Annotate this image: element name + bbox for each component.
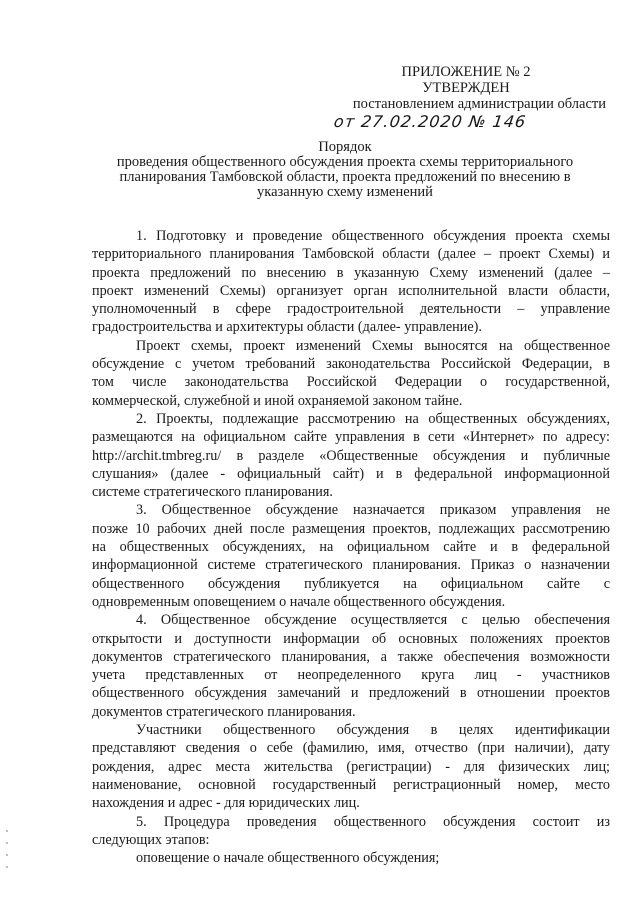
paragraph-line: 3. Общественное обсуждение назначается приказом управления не [136, 502, 610, 519]
title-line: указанную схему изменений [257, 184, 433, 200]
handwritten-date-number: от 27.02.2020 № 146 [332, 112, 528, 131]
paragraph-line: 2. Проекты, подлежащие рассмотрению на общественных обсуждениях, [136, 410, 610, 427]
paragraph-line: документов стратегического планирования. [92, 703, 356, 720]
paragraph-line: нахождения и адрес - для юридических лиц. [92, 795, 360, 812]
paragraph-line: на общественных обсуждениях, на официальном сайте и в федеральной [92, 539, 610, 556]
resolution-label: постановлением администрации области [352, 96, 606, 112]
document-title [80, 140, 610, 200]
paragraph [92, 813, 610, 850]
paragraph-line: коммерческой, служебной и иной охраняемой законом тайне. [92, 392, 463, 409]
paragraph-line: обсуждение с учетом требований законодательства Российской Федерации, в [92, 356, 610, 373]
appendix-label: ПРИЛОЖЕНИЕ № 2 [401, 64, 531, 80]
paragraph [92, 337, 610, 410]
paragraph-line: информационной системе стратегического планирования. Приказ о назначении [92, 557, 610, 574]
paragraph-line: том числе законодательства Российской Федерации о государственной, [92, 374, 610, 391]
title-line: проведения общественного обсуждения проекта схемы территориального [116, 154, 574, 170]
paragraph-line: территориального планирования Тамбовской области (далее – проект Схемы) и [92, 246, 610, 263]
approval-stamp-block [330, 64, 606, 131]
paragraph-line: рождения, адрес места жительства (регистрации) - для физических лиц; [92, 758, 610, 775]
paragraph [92, 501, 610, 611]
paragraph-line: учета представленных от неопределенного круга лиц - участников [92, 667, 610, 684]
title-line: планирования Тамбовской области, проекта предложений по внесению в [119, 169, 571, 185]
paragraph-line: одновременным оповещением о начале общественного обсуждения. [92, 593, 506, 610]
paragraph-line: системе стратегического планирования. [92, 484, 333, 501]
paragraph-line: 4. Общественное обсуждение осуществляется с целью обеспечения [136, 612, 610, 629]
paragraph-line: 1. Подготовку и проведение общественного обсуждения проекта схемы [136, 228, 610, 244]
paragraph-line: представляют сведения о себе (фамилию, имя, отчество (при наличии), дату [92, 740, 610, 757]
paragraph-line: http://archit.tmbreg.ru/ в разделе «Общественные обсуждения и публичные [92, 447, 610, 464]
scan-margin-marks [6, 830, 10, 890]
paragraph-line: Участники общественного обсуждения в целях идентификации [136, 722, 610, 739]
paragraph-line: градостроительства и архитектуры области (далее- управление). [92, 319, 482, 336]
paragraph [92, 410, 610, 501]
paragraph [92, 227, 610, 337]
paragraph-line: позже 10 рабочих дней после размещения проектов, подлежащих рассмотрению [92, 520, 610, 537]
approved-label: УТВЕРЖДЕН [422, 80, 510, 96]
document-body [92, 227, 610, 867]
title-line: Порядок [318, 139, 372, 155]
paragraph [92, 849, 610, 867]
paragraph-line: проект изменений Схемы) организует орган исполнительной власти области, [92, 282, 610, 299]
paragraph-line: общественного обсуждения публикуется на официальном сайте с [92, 575, 610, 592]
paragraph-line: документов стратегического планирования, а также обеспечения возможности [92, 648, 610, 665]
paragraph-line: открытости и доступности информации об основных положениях проектов [92, 630, 610, 647]
paragraph [92, 721, 610, 812]
paragraph-line: размещаются на официальном сайте управления в сети «Интернет» по адресу: [92, 429, 610, 446]
paragraph-line: проекта предложений по внесению в указанную Схему изменений (далее – [92, 264, 610, 281]
paragraph-line: оповещение о начале общественного обсуждения; [136, 850, 440, 867]
paragraph-line: Проект схемы, проект изменений Схемы выносятся на общественное [136, 337, 610, 354]
paragraph-line: следующих этапов: [92, 831, 210, 848]
paragraph [92, 611, 610, 721]
paragraph-line: 5. Процедура проведения общественного обсуждения состоит из [136, 813, 610, 830]
paragraph-line: уполномоченный в сфере градостроительной деятельности – управление [92, 301, 610, 318]
paragraph-line: наименование, основной государственный регистрационный номер, место [92, 776, 610, 793]
paragraph-line: слушания» (далее - официальный сайт) и в федеральной информационной [92, 465, 610, 482]
paragraph-line: общественного обсуждения замечаний и предложений в отношении проектов [92, 685, 610, 702]
